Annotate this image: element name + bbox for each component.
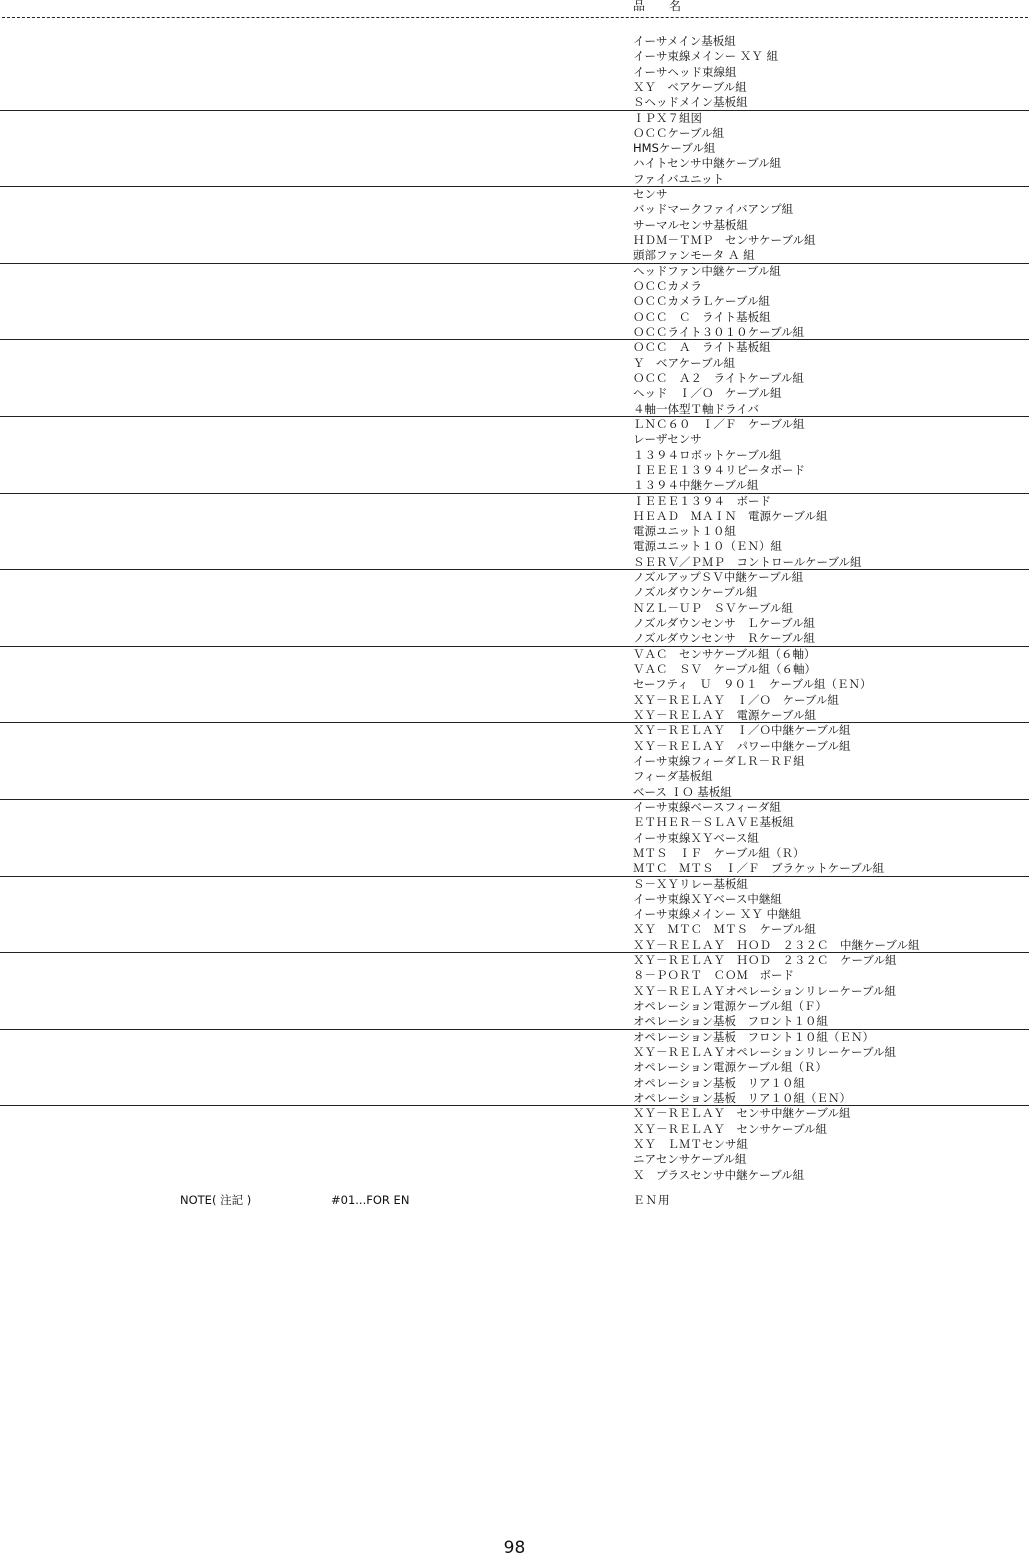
part-name: ＥＴＨＥＲ－ＳＬＡＶＥ基板組: [633, 815, 794, 830]
part-name: ＳＥＲＶ／ＰＭＰ コントロールケーブル組: [633, 554, 862, 569]
part-name: ＯＣＣ Ｃ ライト基板組: [633, 309, 771, 324]
part-name: ＸＹ－ＲＥＬＡＹ センサ中継ケーブル組: [633, 1106, 851, 1121]
part-name: ノズルダウンケーブル組: [633, 585, 758, 600]
part-name: フィーダ基板組: [633, 769, 713, 784]
parts-group: [0, 800, 1029, 877]
part-name: 電源ユニット１０（ＥＮ）組: [633, 539, 783, 554]
part-name: イーサ束線フィーダＬＲ－ＲＦ組: [633, 753, 805, 768]
part-name: イーサ束線ＸＹベース組: [633, 830, 759, 845]
parts-group: [0, 34, 1029, 111]
part-name: ノズルダウンセンサ Ｒケーブル組: [633, 631, 816, 646]
part-name: ＬＮＣ６０ Ｉ／Ｆ ケーブル組: [633, 416, 805, 431]
part-name: ノズルアップＳＶ中継ケーブル組: [633, 570, 804, 585]
part-name: Ｓ－ＸＹリレー基板組: [633, 876, 748, 891]
table-header: [0, 0, 1029, 20]
parts-group: [0, 1030, 1029, 1107]
part-name: ＸＹ ＬＭＴセンサ組: [633, 1136, 748, 1151]
part-name: １３９４ロボットケーブル組: [633, 447, 782, 462]
part-name: オペレーション電源ケーブル組（Ｆ）: [633, 999, 828, 1014]
part-name: ＭＴＳ ＩＦ ケーブル組（Ｒ）: [633, 845, 805, 860]
part-name: レーザセンサ: [633, 432, 702, 447]
part-name: ヘッドファン中継ケーブル組: [633, 263, 781, 278]
part-name: ニアセンサケーブル組: [633, 1152, 747, 1167]
part-name: イーサヘッド束線組: [633, 64, 737, 79]
parts-group: [0, 877, 1029, 954]
part-name: ＸＹ－ＲＥＬＡＹ Ｉ／Ｏ中継ケーブル組: [633, 723, 851, 738]
column-label-part-name: 品 名: [633, 0, 688, 13]
part-name: ＯＣＣカメラ: [633, 279, 702, 294]
part-name: セーフティ Ｕ ９０１ ケーブル組（ＥＮ）: [633, 677, 872, 692]
part-name: Ｘ プラスセンサ中継ケーブル組: [633, 1167, 805, 1182]
parts-group: [0, 111, 1029, 188]
parts-group: [0, 647, 1029, 724]
part-name: オペレーション電源ケーブル組（Ｒ）: [633, 1060, 828, 1075]
part-name: ＸＹ－ＲＥＬＡＹ センサケーブル組: [633, 1121, 828, 1136]
part-name: ＸＹ－ＲＥＬＡＹオペレーションリレーケーブル組: [633, 1045, 897, 1060]
part-name: ヘッド Ｉ／Ｏ ケーブル組: [633, 386, 782, 401]
parts-group: [0, 1106, 1029, 1183]
note-item: ＥＮ用: [633, 1193, 671, 1207]
part-name: ＭＴＣ ＭＴＳ Ｉ／Ｆ ブラケットケーブル組: [633, 861, 885, 876]
part-name: ファイバユニット: [633, 171, 725, 186]
parts-group: [0, 264, 1029, 341]
part-name: １３９４中継ケーブル組: [633, 478, 759, 493]
part-name: ＸＹ ＭＴＣ ＭＴＳ ケーブル組: [633, 922, 816, 937]
part-name: バッドマークファイバアンプ組: [633, 202, 794, 217]
part-name: ＸＹ－ＲＥＬＡＹオペレーションリレーケーブル組: [633, 983, 897, 998]
part-name: ８－ＰＯＲＴ ＣＯＭ ボード: [633, 968, 794, 983]
part-name: Ｓヘッドメイン基板組: [633, 95, 748, 110]
part-name: ＨＤＭ－ＴＭＰ センサケーブル組: [633, 233, 816, 248]
part-name: イーサ束線ＸＹベース中継組: [633, 891, 782, 906]
part-name: ＸＹ－ＲＥＬＡＹ パワー中継ケーブル組: [633, 738, 851, 753]
part-name: イーサ束線メインー ＸＹ 中継組: [633, 907, 802, 922]
part-name: サーマルセンサ基板組: [633, 217, 748, 232]
part-name: ＸＹ－ＲＥＬＡＹ Ｉ／Ｏ ケーブル組: [633, 692, 839, 707]
parts-group: [0, 340, 1029, 417]
part-name: ハイトセンサ中継ケーブル組: [633, 156, 782, 171]
part-name: ＸＹ ベアケーブル組: [633, 79, 747, 94]
part-name: オペレーション基板 リア１０組（ＥＮ）: [633, 1090, 852, 1105]
part-name: ＸＹ－ＲＥＬＡＹ ＨＯＤ ２３２Ｃ ケーブル組: [633, 953, 897, 968]
parts-group: [0, 723, 1029, 800]
parts-group: [0, 570, 1029, 647]
part-name: ノズルダウンセンサ Ｌケーブル組: [633, 616, 816, 631]
part-name: ＶＡＣ ＳＶ ケーブル組（６軸）: [633, 662, 816, 677]
part-name: イーサ束線ベースフィーダ組: [633, 799, 782, 814]
part-name: ＶＡＣ センサケーブル組（６軸）: [633, 646, 816, 661]
page-number: 98: [503, 1538, 526, 1558]
part-name: ＯＣＣ Ａ ライト基板組: [633, 340, 771, 355]
part-name: ＩＥＥＥ１３９４ ボード: [633, 493, 771, 508]
part-name: 電源ユニット１０組: [633, 524, 737, 539]
part-name: ＩＥＥＥ１３９４リピータボード: [633, 462, 806, 477]
parts-group: [0, 187, 1029, 264]
part-name: ＯＣＣケーブル組: [633, 125, 724, 140]
part-name: オペレーション基板 フロント１０組: [633, 1014, 829, 1029]
part-name: ＩＰＸ７組図: [633, 110, 702, 125]
part-name: ＯＣＣライト３０１０ケーブル組: [633, 324, 805, 339]
part-name: ＮＺＬ－ＵＰ ＳＶケーブル組: [633, 600, 793, 615]
part-name: 頭部ファンモータ Ａ 組: [633, 248, 755, 263]
note-label: NOTE( 注記 ): [180, 1193, 252, 1207]
parts-list: [0, 34, 1029, 1183]
parts-group: [0, 417, 1029, 494]
header-dashed-rule: [2, 17, 1028, 18]
note-text: #01...FOR EN: [331, 1193, 410, 1207]
part-name: ＸＹ－ＲＥＬＡＹ ＨＯＤ ２３２Ｃ 中継ケーブル組: [633, 937, 920, 952]
part-name: オペレーション基板 フロント１０組（ＥＮ）: [633, 1029, 875, 1044]
part-name: イーサ束線メインー ＸＹ 組: [633, 49, 779, 64]
part-name: ＯＣＣカメラＬケーブル組: [633, 294, 770, 309]
part-name: イーサメイン基板組: [633, 34, 736, 48]
part-name: ベース ＩＯ 基板組: [633, 784, 732, 799]
note-row: [0, 1192, 1029, 1208]
part-name: オペレーション基板 リア１０組: [633, 1075, 806, 1090]
part-name: ＨＥＡＤ ＭＡＩＮ 電源ケーブル組: [633, 508, 828, 523]
part-name: ＸＹ－ＲＥＬＡＹ 電源ケーブル組: [633, 707, 816, 722]
part-name: センサ: [633, 187, 668, 202]
part-name: ４軸一体型Ｔ軸ドライバ: [633, 401, 759, 416]
parts-group: [0, 953, 1029, 1030]
part-name: ＯＣＣ Ａ２ ライトケーブル組: [633, 370, 804, 385]
parts-group: [0, 494, 1029, 571]
part-name: Ｙ ベアケーブル組: [633, 355, 736, 370]
part-name: HMSケーブル組: [633, 141, 716, 156]
